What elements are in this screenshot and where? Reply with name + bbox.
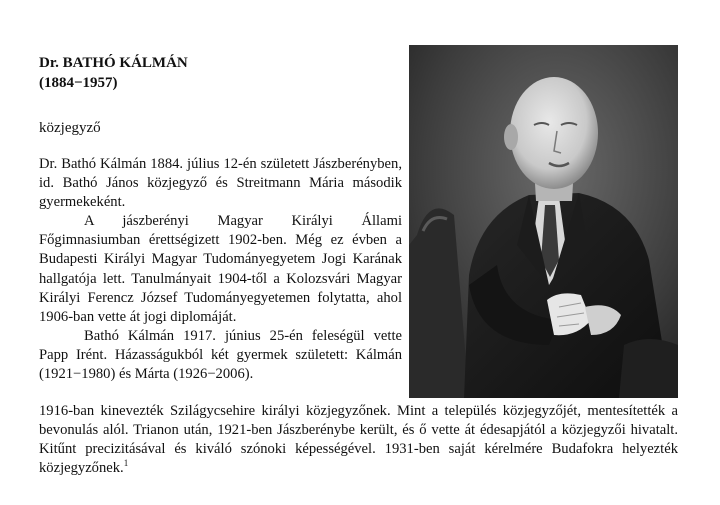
footnote-reference: 1 — [123, 458, 129, 469]
paragraph-marriage: Bathó Kálmán 1917. június 25-én feleségül vette Papp Irént. Házasságukból két gyermek született: Kálmán (1921−1980) és Márta (1926−2006). — [39, 327, 402, 383]
paragraph-birth: Dr. Bathó Kálmán 1884. július 12-én született Jászberényben, id. Bathó János közjegyző és Streitmann Mária második gyermekeként. — [39, 156, 402, 211]
page-title: Dr. BATHÓ KÁLMÁN — [39, 55, 188, 71]
portrait-photo-icon — [409, 45, 678, 398]
paragraph-career-text: 1916-ban kinevezték Szilágycsehire királyi közjegyzőnek. Mint a település közjegyzőjét, mentesítették a bevonulás alól. Trianon után, 1921-ben Jászberénybe került, és ő vette át édesapjától a közjegyzői hivatalt. Kitűnt precizitásával és kiváló szónoki képességével. 1931-ben saját kérelmére Budafokra helyezték közjegyzőnek. — [39, 403, 678, 477]
paragraph-education: A jászberényi Magyar Királyi Állami Főgimnasiumban érettségizett 1902-ben. Még ez évben a Budapesti Királyi Magyar Tudományegyetem Jogi Karának hallgatója lett. Tanulmányait 1904-től a Kolozsvári Magyar Királyi Ferencz József Tudományegyetemen folytatta, ahol 1906-ban vette át jogi diplomáját. — [39, 213, 402, 325]
paragraph-career — [39, 402, 678, 478]
life-years: (1884−1957) — [39, 75, 118, 91]
profession: közjegyző — [39, 120, 101, 136]
text-column — [39, 155, 402, 384]
